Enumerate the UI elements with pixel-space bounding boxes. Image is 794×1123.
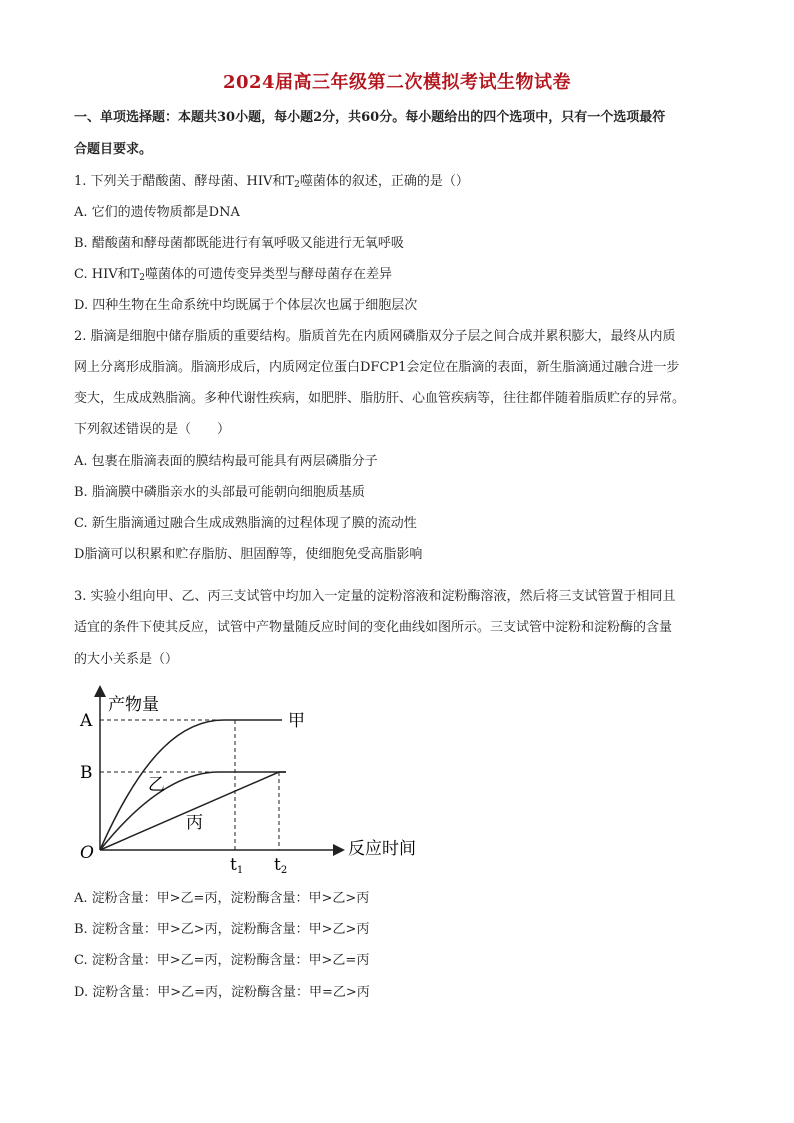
curve-yi-label: 乙 (148, 775, 165, 795)
curve-bing-label: 丙 (186, 813, 203, 833)
q3-option-c[interactable]: C. 淀粉含量：甲>乙=丙，淀粉酶含量：甲>乙=丙 (74, 953, 370, 968)
level-a-label: A (80, 711, 93, 731)
q2-stem-line2: 网上分离形成脂滴。脂滴形成后，内质网定位蛋白DFCP1会定位在脂滴的表面，新生脂滴通过融合进一步 (74, 360, 680, 375)
y-axis-label: 产物量 (108, 695, 159, 715)
q3-option-b[interactable]: B. 淀粉含量：甲>乙>丙，淀粉酶含量：甲>乙>丙 (74, 922, 370, 937)
section-heading-line2: 合题目要求。 (74, 142, 153, 157)
q1-option-a[interactable]: A. 它们的遗传物质都是DNA (74, 205, 240, 220)
q1-option-d[interactable]: D. 四种生物在生命系统中均既属于个体层次也属于细胞层次 (74, 298, 418, 313)
t2-label: t2 (274, 855, 288, 875)
t1-label: t1 (230, 855, 244, 875)
q2-option-d[interactable]: D脂滴可以积累和贮存脂肪、胆固醇等，使细胞免受高脂影响 (74, 547, 423, 562)
q3-stem-line1: 3. 实验小组向甲、乙、丙三支试管中均加入一定量的淀粉溶液和淀粉酶溶液，然后将三支试管置于相同且 (74, 589, 676, 604)
q1-option-c[interactable]: C. HIV和$T_2$噬菌体的可遗传变异类型与酵母菌存在差异 (74, 267, 393, 283)
q1-option-b[interactable]: B. 醋酸菌和酵母菌都既能进行有氧呼吸又能进行无氧呼吸 (74, 236, 404, 251)
q3-option-a[interactable]: A. 淀粉含量：甲>乙=丙，淀粉酶含量：甲>乙>丙 (74, 891, 370, 906)
curve-jia-label: 甲 (288, 711, 305, 731)
q2-stem-line1: 2. 脂滴是细胞中储存脂质的重要结构。脂质首先在内质网磷脂双分子层之间合成并累积膨大，最终从内质 (74, 329, 676, 344)
q3-option-d[interactable]: D. 淀粉含量：甲>乙=丙，淀粉酶含量：甲=乙>丙 (74, 985, 370, 1000)
level-b-label: B (80, 763, 93, 783)
x-axis-label: 反应时间 (348, 839, 416, 859)
section-heading-line1: 一、单项选择题：本题共30小题，每小题2分，共60分。每小题给出的四个选项中，只有一个选项最符 (74, 110, 666, 125)
curve-bing (100, 772, 286, 850)
q2-option-c[interactable]: C. 新生脂滴通过融合生成成熟脂滴的过程体现了膜的流动性 (74, 516, 417, 531)
page-title: 2024届高三年级第二次模拟考试生物试卷 (222, 72, 572, 93)
q3-stem-line2: 适宜的条件下使其反应，试管中产物量随反应时间的变化曲线如图所示。三支试管中淀粉和淀粉酶的含量 (74, 620, 673, 635)
q3-stem-line3: 的大小关系是（） (74, 652, 179, 667)
q2-stem-line3: 变大，生成成熟脂滴。多种代谢性疾病，如肥胖、脂肪肝、心血管疾病等，往往都伴随着脂质贮存的异常。 (74, 391, 686, 406)
product-time-graph (74, 680, 444, 875)
q2-option-a[interactable]: A. 包裹在脂滴表面的膜结构最可能具有两层磷脂分子 (74, 454, 378, 469)
origin-label: O (80, 843, 94, 863)
q2-stem-line4: 下列叙述错误的是（ ） (74, 422, 231, 437)
q2-option-b[interactable]: B. 脂滴膜中磷脂亲水的头部最可能朝向细胞质基质 (74, 485, 365, 500)
q1-stem: 1. 下列关于醋酸菌、酵母菌、HIV和$T_2$噬菌体的叙述，正确的是（） (74, 174, 469, 190)
